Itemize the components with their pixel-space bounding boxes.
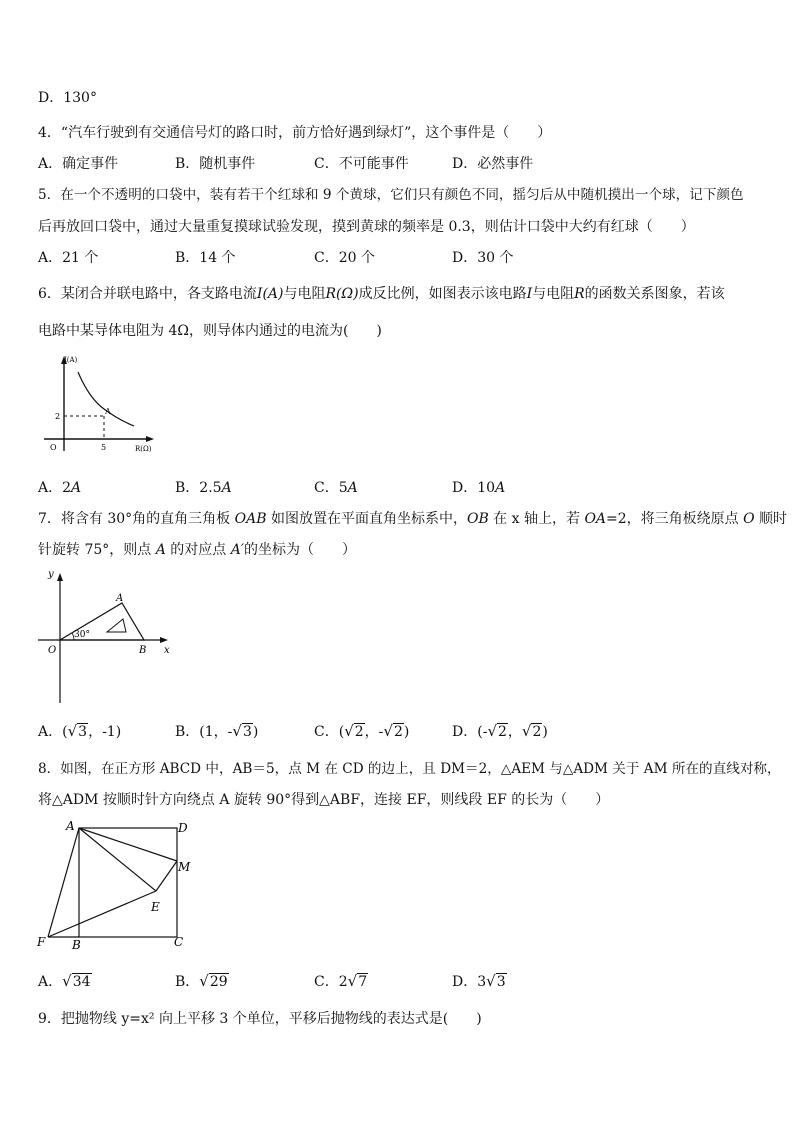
q7-option-c xyxy=(314,722,409,741)
x-axis-label: x xyxy=(164,645,170,656)
option-text: (- xyxy=(477,724,488,740)
origin-label: O xyxy=(48,645,57,656)
point-c-label: C xyxy=(174,935,184,949)
option-unit: A xyxy=(495,480,506,496)
q6-option-a xyxy=(38,479,81,497)
origin-label: O xyxy=(50,443,57,452)
q6-option-c xyxy=(314,479,358,497)
segment-em xyxy=(156,861,177,891)
q7-option-d xyxy=(452,722,548,741)
option-label: D． xyxy=(452,250,478,266)
point-f-label: F xyxy=(37,935,46,949)
option-text: (1，- xyxy=(199,724,233,740)
sqrt: √2 xyxy=(521,722,542,740)
option-label: C． xyxy=(314,156,339,172)
q5-option-a xyxy=(38,249,98,267)
q6-stem-line2: 电路中某导体电阻为 4Ω，则导体内通过的电流为( ) xyxy=(38,323,382,339)
option-label: A． xyxy=(38,724,63,740)
option-label: B． xyxy=(175,250,200,266)
sqrt: √3 xyxy=(232,722,252,740)
math-var: R(Ω) xyxy=(325,286,359,302)
option-label: A． xyxy=(38,974,63,990)
stem-text: 6．某闭合并联电路中，各支路电流 xyxy=(38,286,257,302)
q4-stem: 4．“汽车行驶到有交通信号灯的路口时，前方恰好遇到绿灯”，这个事件是（ ） xyxy=(38,125,552,141)
stem-text: 与电阻 xyxy=(532,286,575,302)
option-num: 2.5 xyxy=(199,480,222,496)
point-b-label: B xyxy=(139,645,147,656)
option-text: 确定事件 xyxy=(62,156,119,172)
option-text: 14 个 xyxy=(199,250,236,266)
q6-option-d xyxy=(452,479,505,497)
stem-text: 与电阻 xyxy=(283,286,326,302)
sqrt: √2 xyxy=(383,722,403,740)
option-text: ) xyxy=(252,724,259,740)
curve xyxy=(78,372,134,426)
math-var: OAB xyxy=(234,511,267,527)
q5-option-b xyxy=(175,249,236,267)
math-var: OB xyxy=(466,511,489,527)
option-label: C． xyxy=(314,724,339,740)
option-label: A． xyxy=(38,480,63,496)
option-text: 30 个 xyxy=(477,250,514,266)
radicand: 2 xyxy=(354,724,364,740)
q7-option-b xyxy=(175,722,258,741)
point-a-label: A xyxy=(105,407,111,416)
math-var: OA xyxy=(584,511,607,527)
stem-text: 针旋转 75°，则点 xyxy=(38,542,156,558)
x-axis-label: R(Ω) xyxy=(135,445,152,453)
prev-option-d xyxy=(38,89,97,107)
q5-stem-line1: 5．在一个不透明的口袋中，装有若干个红球和 9 个黄球，它们只有颜色不同，摇匀后从中随机摸出一个球，记下颜色 xyxy=(38,187,744,203)
option-text: 130° xyxy=(63,90,97,106)
segment-af xyxy=(48,828,79,937)
stem-text: 成反比例，如图表示该电路 xyxy=(358,286,527,302)
q4-option-c xyxy=(314,155,409,173)
option-coef: 3 xyxy=(477,974,487,990)
sqrt: √29 xyxy=(199,972,228,990)
q7-figure xyxy=(38,565,178,707)
point-d-label: D xyxy=(178,821,188,835)
q4-option-b xyxy=(175,155,255,173)
option-label: D． xyxy=(38,90,64,106)
q9-stem: 9．把抛物线 y=x² 向上平移 3 个单位，平移后抛物线的表达式是( ) xyxy=(38,1011,482,1027)
q8-figure xyxy=(34,818,204,952)
option-unit: A xyxy=(71,480,82,496)
sqrt: √2 xyxy=(344,722,364,740)
q4-option-d xyxy=(452,155,533,173)
radicand: 29 xyxy=(209,974,228,990)
point-a-label: A xyxy=(66,819,75,833)
q8-option-a xyxy=(38,972,92,991)
q5-option-c xyxy=(314,249,375,267)
radicand: 3 xyxy=(78,724,88,740)
radicand: 7 xyxy=(358,974,368,990)
option-text: 21 个 xyxy=(62,250,99,266)
math-var: I xyxy=(526,286,533,302)
option-label: D． xyxy=(452,156,478,172)
point-e-label: E xyxy=(151,900,160,914)
option-text: ，-1) xyxy=(88,724,122,740)
q5-stem-line2: 后再放回口袋中，通过大量重复摸球试验发现，摸到黄球的频率是 0.3，则估计口袋中大约有红球（ ） xyxy=(38,219,695,235)
sqrt: √2 xyxy=(487,722,507,740)
x-tick-label: 5 xyxy=(101,443,107,452)
stem-text: 的函数关系图象，若该 xyxy=(584,286,725,302)
stem-text: 的坐标为（ ） xyxy=(244,542,357,558)
q6-option-b xyxy=(175,479,232,497)
option-text: ) xyxy=(403,724,410,740)
option-label: D． xyxy=(452,480,478,496)
point-a-label: A xyxy=(116,593,124,604)
option-text: ( xyxy=(62,724,68,740)
y-axis-label: y xyxy=(48,569,54,580)
q8-option-c xyxy=(314,972,368,991)
option-text: ，- xyxy=(364,724,384,740)
q4-option-a xyxy=(38,155,118,173)
point-m-label: M xyxy=(178,860,191,874)
x-axis-arrow-icon xyxy=(160,637,168,643)
math-var: A′ xyxy=(230,542,245,558)
angle-label: 30° xyxy=(74,630,90,640)
math-var: I(A) xyxy=(256,286,284,302)
option-label: B． xyxy=(175,974,200,990)
option-text: ， xyxy=(507,724,522,740)
option-label: C． xyxy=(314,974,339,990)
stem-text: 的对应点 xyxy=(165,542,231,558)
stem-text: 7．将含有 30°角的直角三角板 xyxy=(38,511,235,527)
option-label: B． xyxy=(175,156,200,172)
stem-text: 在 x 轴上，若 xyxy=(488,511,585,527)
x-axis-arrow-icon xyxy=(146,436,154,442)
q8-option-b xyxy=(175,972,229,991)
radicand: 34 xyxy=(72,974,91,990)
option-label: C． xyxy=(314,480,339,496)
option-label: A． xyxy=(38,250,63,266)
y-axis-label: I(A) xyxy=(64,356,78,364)
option-num: 10 xyxy=(477,480,496,496)
segment-am xyxy=(79,828,177,861)
option-label: B． xyxy=(175,724,200,740)
sqrt: √7 xyxy=(347,972,368,990)
option-text: 随机事件 xyxy=(199,156,256,172)
stem-text: =2，将三角板绕原点 xyxy=(606,511,744,527)
q8-stem-line1: 8．如图，在正方形 ABCD 中，AB＝5，点 M 在 CD 的边上，且 DM＝2，△AEM 与△ADM 关于 AM 所在的直线对称， xyxy=(38,761,781,777)
option-label: C． xyxy=(314,250,339,266)
option-coef: 2 xyxy=(338,974,348,990)
q8-option-d xyxy=(452,972,507,991)
sqrt: √34 xyxy=(62,972,91,990)
option-unit: A xyxy=(347,480,358,496)
y-axis-arrow-icon xyxy=(57,573,63,581)
segment-ef xyxy=(48,891,156,937)
radicand: 2 xyxy=(393,724,403,740)
q7-option-a xyxy=(38,722,121,741)
q7-stem-line1 xyxy=(38,510,787,528)
q5-option-d xyxy=(452,249,514,267)
option-label: A． xyxy=(38,156,63,172)
radicand: 2 xyxy=(532,724,542,740)
stem-text: 如图放置在平面直角坐标系中， xyxy=(266,511,467,527)
sqrt: √3 xyxy=(67,722,88,740)
q6-stem-line1 xyxy=(38,285,725,303)
option-label: B． xyxy=(175,480,200,496)
option-text: 必然事件 xyxy=(477,156,534,172)
q8-stem-line2: 将△ADM 按顺时针方向绕点 A 旋转 90°得到△ABF，连接 EF，则线段 EF 的长为（ ） xyxy=(38,792,610,808)
stem-text: 顺时 xyxy=(754,511,788,527)
sqrt: √3 xyxy=(486,972,506,990)
radicand: 3 xyxy=(496,974,506,990)
point-b-label: B xyxy=(72,938,81,952)
y-tick-label: 2 xyxy=(55,412,61,421)
math-var: A xyxy=(155,542,166,558)
option-text: ) xyxy=(542,724,548,740)
radicand: 3 xyxy=(242,724,252,740)
option-text: 20 个 xyxy=(338,250,375,266)
q7-stem-line2 xyxy=(38,541,356,559)
radicand: 2 xyxy=(498,724,507,740)
q6-figure xyxy=(44,350,164,455)
math-var: R xyxy=(574,286,585,302)
math-var: O xyxy=(743,511,755,527)
option-text: 不可能事件 xyxy=(338,156,409,172)
option-unit: A xyxy=(221,480,232,496)
option-num: 5 xyxy=(338,480,348,496)
inner-triangle xyxy=(107,619,126,632)
option-label: D． xyxy=(452,974,478,990)
option-label: D． xyxy=(452,724,478,740)
segment-ae xyxy=(79,828,156,891)
option-num: 2 xyxy=(62,480,72,496)
option-text: ( xyxy=(338,724,345,740)
